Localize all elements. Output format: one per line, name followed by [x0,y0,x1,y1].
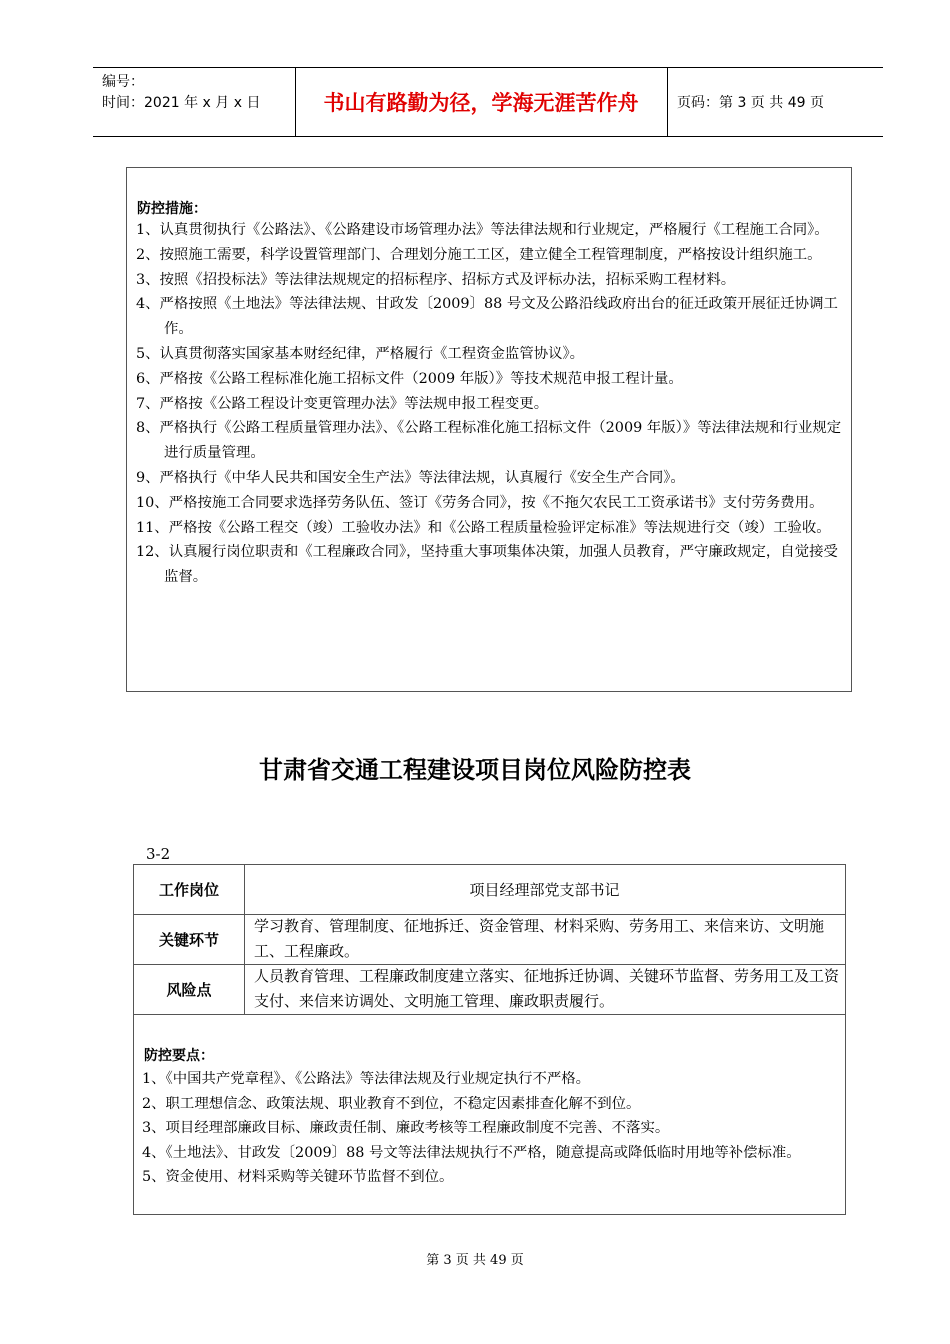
measure-item: 12、认真履行岗位职责和《工程廉政合同》，坚持重大事项集体决策，加强人员教育，严守廉政规定，自觉接受监督。 [136,544,838,586]
measures-box [126,167,852,692]
control-point-item: 2、职工理想信念、政策法规、职业教育不到位，不稳定因素排查化解不到位。 [142,1095,641,1112]
measure-item: 9、严格执行《中华人民共和国安全生产法》等法律法规，认真履行《安全生产合同》。 [136,469,685,486]
control-point-item: 3、项目经理部廉政目标、廉政责任制、廉政考核等工程廉政制度不完善、不落实。 [142,1120,670,1137]
measure-item: 4、严格按照《土地法》等法律法规、甘政发〔2009〕88 号文及公路沿线政府出台的征迁政策开展征迁协调工作。 [136,296,838,338]
control-points-list [142,1067,842,1190]
document-time-label: 时间：2021 年 x 月 x 日 [102,95,261,111]
measure-item: 3、按照《招投标法》等法律法规规定的招标程序、招标方式及评标办法，招标采购工程材料。 [136,271,736,288]
control-points-title: 防控要点： [144,1048,214,1064]
measure-item: 5、认真贯彻落实国家基本财经纪律，严格履行《工程资金监管协议》。 [136,345,585,362]
page-header [93,67,883,137]
header-meta-cell [93,68,296,136]
measure-item: 8、严格执行《公路工程质量管理办法》、《公路工程标准化施工招标文件（2009 年版）》等法律法规和行业规定进行质量管理。 [136,420,842,462]
risk-points-value: 人员教育管理、工程廉政制度建立落实、征地拆迁协调、关键环节监督、劳务用工及工资支付、来信来访调处、文明施工管理、廉政职责履行。 [254,967,840,1010]
page-title: 甘肃省交通工程建设项目岗位风险防控表 [259,756,691,784]
risk-points-label: 风险点 [134,964,245,1014]
measure-item: 6、严格按《公路工程标准化施工招标文件（2009 年版）》等技术规范申报工程计量。 [136,370,683,387]
measure-item: 10、严格按施工合同要求选择劳务队伍、签订《劳务合同》，按《不拖欠农民工工资承诺书》支付劳务费用。 [136,494,824,511]
measure-item: 2、按照施工需要，科学设置管理部门、合理划分施工工区，建立健全工程管理制度，严格按设计组织施工。 [136,246,822,263]
page-footer: 第 3 页 共 49 页 [426,1253,524,1268]
post-value: 项目经理部党支部书记 [469,881,620,899]
table-row-risk-points [134,964,845,1015]
table-row-key-links [134,914,845,965]
measure-item: 11、严格按《公路工程交（竣）工验收办法》和《公路工程质量检验评定标准》等法规进行交（竣）工验收。 [136,519,831,536]
measure-item: 7、严格按《公路工程设计变更管理办法》等法规申报工程变更。 [136,395,549,412]
table-row-post [134,865,845,915]
header-page-number: 页码：第 3 页 共 49 页 [677,95,824,111]
measures-list [136,218,842,590]
risk-control-table [133,864,846,1215]
control-point-item: 1、《中国共产党章程》、《公路法》等法律法规及行业规定执行不严格。 [142,1071,591,1087]
document-number-label: 编号： [102,74,144,90]
header-motto: 书山有路勤为径，学海无涯苦作舟 [295,68,668,136]
measure-item: 1、认真贯彻执行《公路法》、《公路建设市场管理办法》等法律法规和行业规定，严格履行《工程施工合同》。 [136,222,829,238]
measures-title: 防控措施： [137,201,207,217]
post-label: 工作岗位 [134,865,245,914]
key-links-value: 学习教育、管理制度、征地拆迁、资金管理、材料采购、劳务用工、来信来访、文明施工、工程廉政。 [254,917,825,960]
control-point-item: 5、资金使用、材料采购等关键环节监督不到位。 [142,1169,454,1186]
key-links-label: 关键环节 [134,914,245,964]
table-number: 3-2 [146,845,171,863]
control-point-item: 4、《土地法》、甘政发〔2009〕88 号文等法律法规执行不严格，随意提高或降低临时用地等补偿标准。 [142,1144,801,1161]
